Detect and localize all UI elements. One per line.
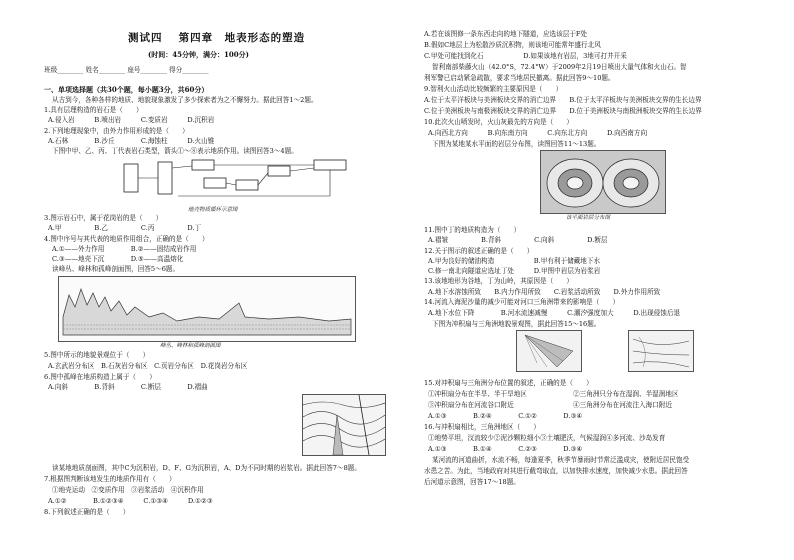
question-8-option-a: A.若在该图修一条东西走向的地下隧道，应选该层于F处 [424,30,588,38]
question-5: 5.图中所示的地貌景观位于（ ） [44,351,150,359]
question-12-options-cd: C.修一南北向隧道应选址丁处 D.甲图中岩层为岩浆岩 [428,267,601,275]
question-16: 16.与冲积扇相比，三角洲地区（ ） [424,423,540,431]
question-3-options: A.甲 B.乙 C.丙 D.丁 [48,224,202,232]
alluvial-fan-figure [516,330,582,372]
intro-text: 读峰丛、峰林和孤峰剖面图，回答5～6题。 [52,265,180,273]
question-2-options: A.石林 B.沙丘 C.海蚀柱 D.火山锥 [48,137,215,145]
question-11-options: A.褶皱 B.背斜 C.向斜 D.断层 [428,236,608,244]
geologic-section-figure [302,394,386,456]
question-16-options: A.①③ B.①④ C.②③ D.③④ [428,445,583,453]
rock-layer-plan-figure [540,150,666,214]
question-5-options: A.玄武岩分布区 B.石灰岩分布区 C.页岩分布区 D.花岗岩分布区 [48,362,248,370]
question-9-options-cd: C.位于美洲板块与南极洲板块交界的消亡边界 D.位于美洲板块与南极洲板块交界的生长边界 [424,107,702,115]
question-16-items: ①地势平坦，汊流较少②泥沙颗粒细小③土壤肥沃，气候湿润④多河流、沙岛发育 [428,434,666,442]
intro-text: 智利南部柴藤火山（42.0°S，72.4°W）于2009年2月19日喷出大量气体和火山石。智 [432,63,687,71]
question-9-options-ab: A.位于太平洋板块与美洲板块交界的消亡边界 B.位于太平洋板块与美洲板块交界的生长边界 [424,96,702,104]
question-4-options-ab: A.①——外力作用 B.②——固结成岩作用 [52,245,197,253]
rock-box-left [158,162,172,194]
rock-box-bing [236,180,258,190]
rock-box-jia [192,160,214,170]
question-4-options-cd: C.③——地壳下沉 D.⑤——高温熔化 [52,255,184,263]
question-15-options: A.①③ B.②④ C.①② D.③④ [428,412,583,420]
question-14-options: A.地下水位下降 B.河水流速减慢 C.潮汐强度加大 D.出现侵蚀后退 [428,309,681,317]
question-12: 12.关于图示的叙述正确的是（ ） [424,247,534,255]
page-subtitle: (时间：45分钟，满分：100分) [148,50,249,59]
question-3: 3.图示岩石中，属于花岗岩的是（ ） [44,214,163,222]
intro-text: 下图为冲积扇与三角洲地貌景观图，据此回答15～16题。 [432,320,601,328]
sediment-box [314,160,346,170]
question-7-items: ①地壳运动 ②变质作用 ③岩浆活动 ④沉积作用 [52,486,204,494]
question-13: 13.该地地形为谷地，丁为山岭，其原因是（ ） [424,277,573,285]
question-10-options: A.向西北方向 B.向东南方向 C.向东北方向 D.向西南方向 [428,129,648,137]
question-2: 2.下列地理现象中，由外力作用形成的是（ ） [44,127,189,135]
question-14: 14.河流入海泥沙量的减少可能对河口三角洲带来的影响是（ ） [424,298,620,306]
question-1-options: A.侵入岩 B.喷出岩 C.变质岩 D.沉积岩 [48,116,215,124]
student-info-line: 班级________ 姓名________ 座号________ 得分________ [44,66,209,74]
question-15-items-34: ③冲积扇分布在河流谷口附近 ④三角洲分布在河流注入海口附近 [428,401,672,409]
question-4: 4.图中序号与其代表的地质作用组合，正确的是（ ） [44,235,209,243]
intro-text: 从古到今，各种各样的地质、地貌现象激发了多少探索者为之不懈努力。据此回答1～2题。 [52,96,318,104]
question-13-options: A.地下水溶蚀所致 B.内力作用所致 C.岩浆活动所致 D.外力作用所致 [428,288,661,296]
question-15: 15.对冲积扇与三角洲分布位置的叙述，正确的是（ ） [424,379,593,387]
rock-box-yi [204,178,226,188]
figure-caption: 峰丛、峰林和孤峰剖面图 [160,343,221,349]
question-8: 8.下列叙述正确的是（ ） [44,508,130,516]
page-title: 测试四 第四章 地表形态的塑造 [128,32,306,44]
question-10: 10.此次火山喷发时，火山灰最先的方向是（ ） [424,118,573,126]
rock-box-ding [268,166,290,176]
delta-figure [628,330,694,372]
intro-text: 后河道示意图，回答17～18题。 [424,478,520,486]
question-8-option-b: B.假如C地层上为松散沙质沉积物，则该地可能常年盛行北风 [424,41,601,49]
karst-profile-figure [58,276,356,342]
question-11: 11.图中丁的地质构造为（ ） [424,226,521,234]
question-7-options: A.①② B.①②③④ C.①③④ D.①②③ [48,497,213,505]
question-7: 7.根据图判断该地发生的地质作用有（ ） [44,475,176,483]
question-15-items-12: ①冲积扇分布在半旱、半干旱地区 ②三角洲只分布在湿润、半湿润地区 [428,390,679,398]
intro-text: 水患之苦。为此，当地政府对其进行截弯取直，以加快排水速度，加快减少水患。据此回答 [424,467,688,475]
intro-text: 下图中甲、乙、丙、丁代表岩石类型，箭头①～⑧表示地质作用。读图回答3～4题。 [52,147,298,155]
question-12-options-ab: A.甲为良好的储油构造 B.甲有利于储藏地下水 [428,257,601,265]
figure-caption: 该平面岩层分布图 [566,215,611,221]
intro-text: 下图为某地某水平面的岩层分布图，读图回答11～13题。 [432,140,601,148]
rock-cycle-diagram [118,158,352,204]
intro-text: 某河流的河道曲折，水流不畅，每逢夏季，秋季节暴雨时节常泛滥成灾，使附近居民饱受 [432,456,690,464]
intro-text: 利军警已启动紧急疏散，要求当地居民撤离。据此回答9～10题。 [424,74,615,82]
question-6-options: A.向斜 B.背斜 C.断层 D.褶曲 [48,383,208,391]
question-6: 6.图中孤峰在地质构造上属于（ ） [44,373,156,381]
question-1: 1.具有层理构造的岩石是（ ） [44,106,143,114]
magma-box [124,164,138,192]
figure-caption: 地壳物质循环示意图 [188,207,238,213]
intro-text: 读某地地质剖面图，其中C为沉积岩，D、F、G为沉积岩，A、D为不同时期的岩浆岩。据此回答7～8题。 [52,464,361,472]
question-9: 9.智利火山活动比较频繁的主要原因是（ ） [424,85,563,93]
section-heading: 一、单项选择题（共30个题，每小题3分，共60分） [44,85,209,94]
question-8-options-cd: C.甲处可能找到化石 D.如果该地有岩层，3地可打井开采 [424,52,627,60]
